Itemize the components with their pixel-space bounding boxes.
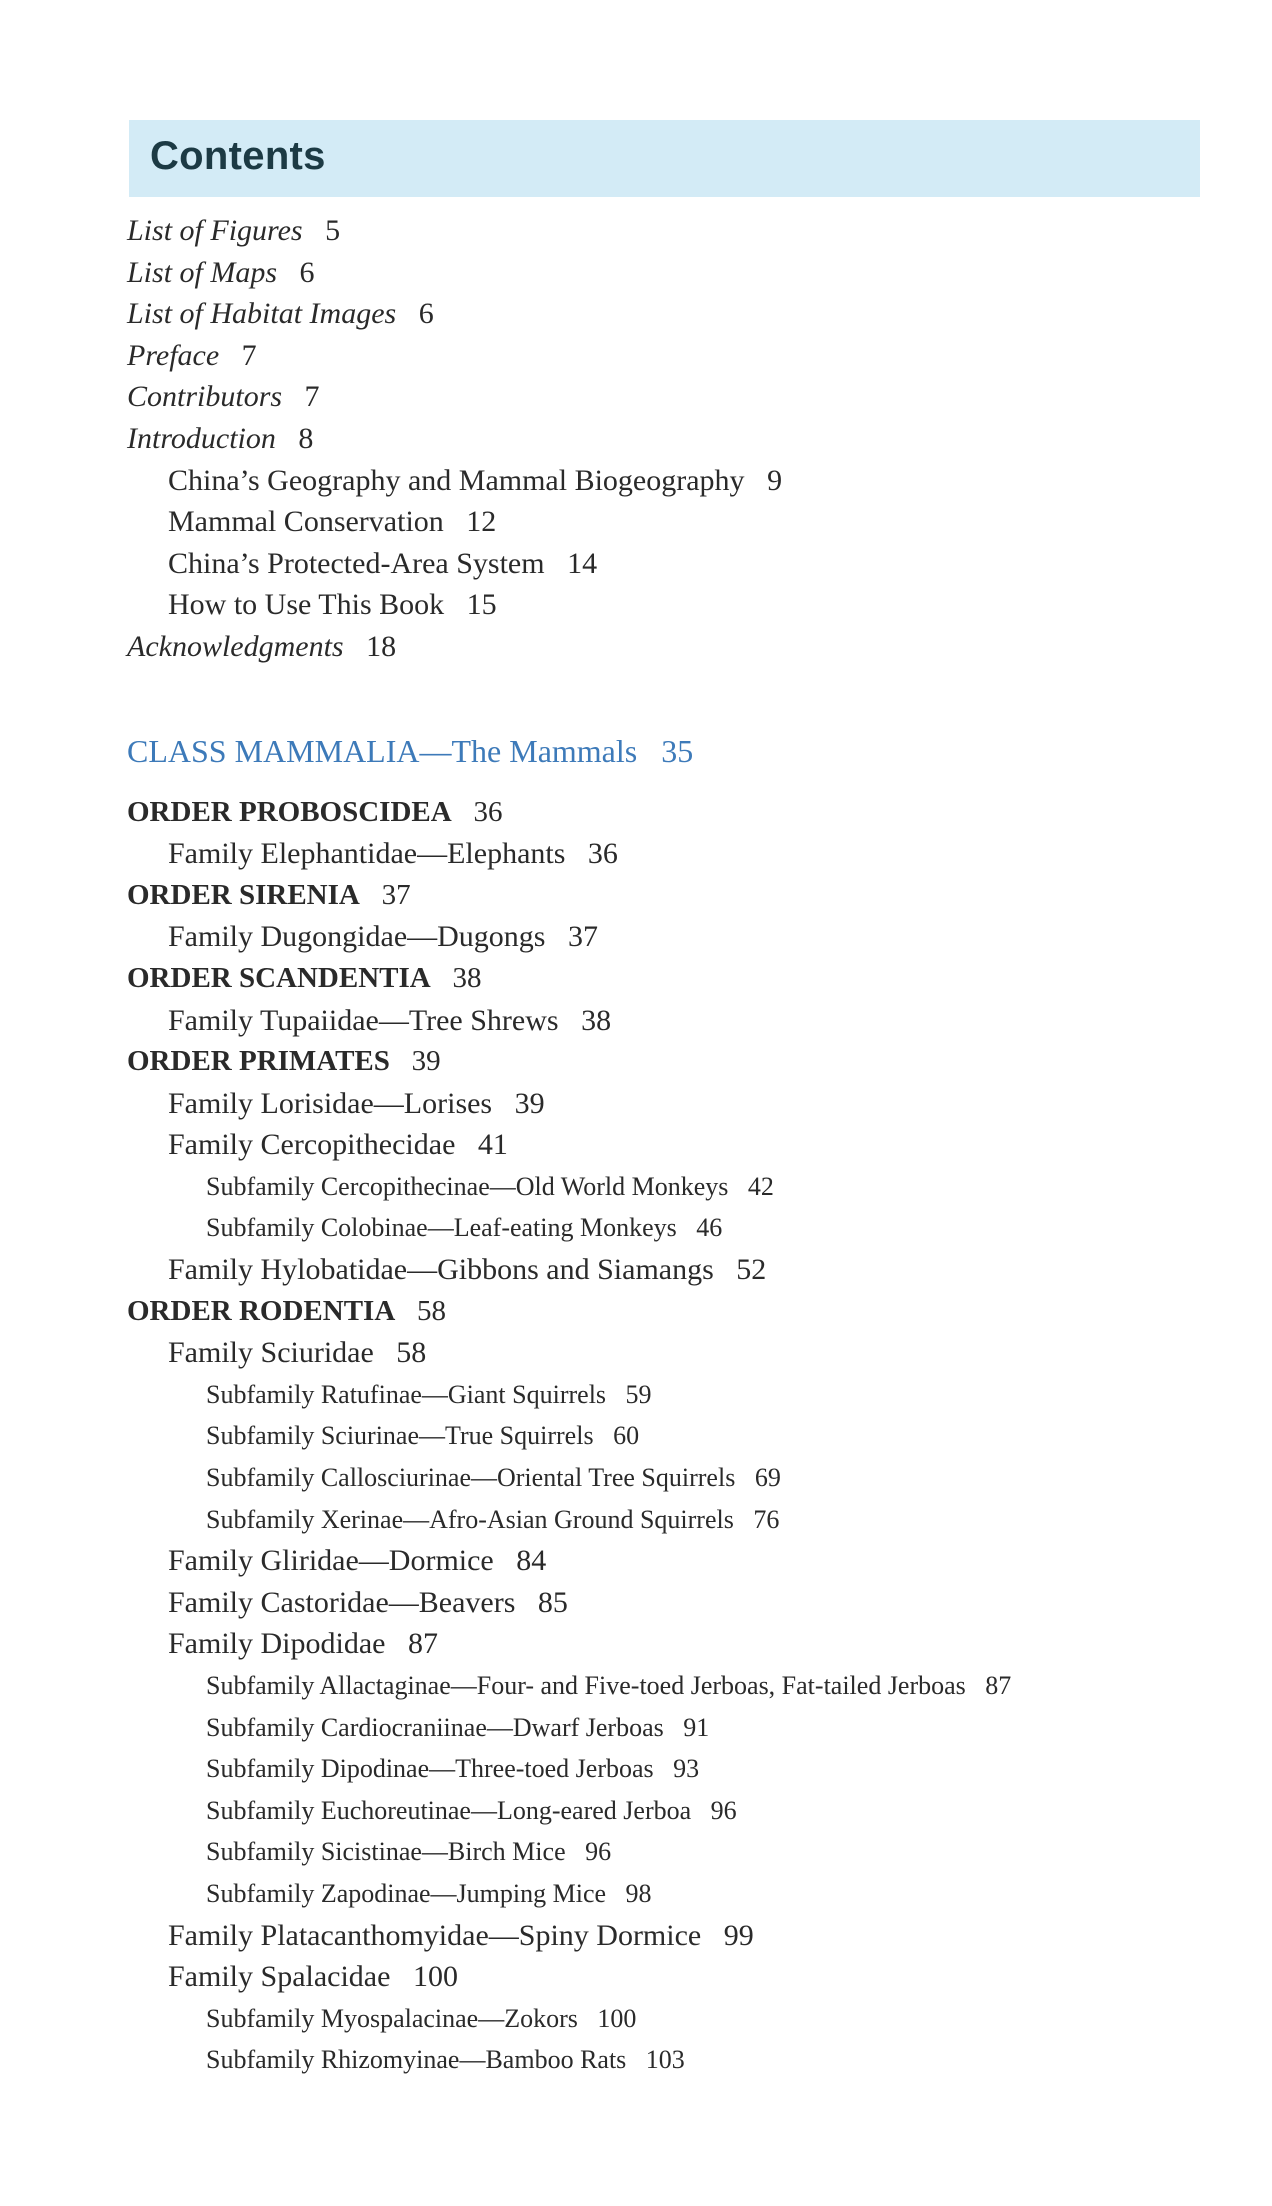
entry-label: Family Elephantidae—Elephants <box>168 837 566 871</box>
entry-label: ORDER RODENTIA <box>127 1294 396 1327</box>
page-number: 59 <box>625 1379 652 1409</box>
toc-entry[interactable] <box>0 252 1272 294</box>
entry-label: Introduction <box>127 421 276 455</box>
entry-label: Contributors <box>127 380 283 414</box>
page-number: 38 <box>452 961 482 994</box>
toc-entry[interactable] <box>0 1956 1272 1998</box>
table-of-contents <box>0 210 1272 2081</box>
page-number: 6 <box>299 255 315 289</box>
entry-label: Family Cercopithecidae <box>168 1128 456 1162</box>
page-number: 60 <box>613 1421 640 1451</box>
entry-label: ORDER PRIMATES <box>127 1045 390 1078</box>
toc-entry[interactable] <box>0 1665 1272 1707</box>
order-entry[interactable] <box>0 1291 1272 1333</box>
page-number: 84 <box>516 1544 547 1578</box>
entry-label: Subfamily Cercopithecinae—Old World Monkeys <box>206 1171 729 1201</box>
toc-entry[interactable] <box>0 1332 1272 1374</box>
toc-entry[interactable] <box>0 916 1272 958</box>
entry-label: CLASS MAMMALIA—The Mammals <box>127 732 638 769</box>
toc-entry[interactable] <box>0 293 1272 335</box>
page-number: 7 <box>241 338 257 372</box>
page-number: 87 <box>407 1627 438 1661</box>
toc-entry[interactable] <box>0 1623 1272 1665</box>
entry-label: Subfamily Rhizomyinae—Bamboo Rats <box>206 2045 627 2075</box>
page-number: 8 <box>298 421 314 455</box>
page-number: 100 <box>412 1960 458 1994</box>
entry-label: Family Spalacidae <box>168 1960 391 1994</box>
entry-label: Subfamily Xerinae—Afro-Asian Ground Squirrels <box>206 1504 734 1534</box>
page-number: 18 <box>366 629 397 663</box>
page-number: 6 <box>418 297 434 331</box>
entry-label: ORDER PROBOSCIDEA <box>127 795 452 828</box>
order-entry[interactable] <box>0 875 1272 917</box>
page-number: 12 <box>466 505 497 539</box>
toc-entry[interactable] <box>0 1166 1272 1208</box>
entry-label: Family Castoridae—Beavers <box>168 1585 516 1619</box>
order-entry[interactable] <box>0 792 1272 834</box>
page-number: 87 <box>985 1671 1012 1700</box>
entry-label: Subfamily Sicistinae—Birch Mice <box>206 1837 566 1867</box>
page-number: 103 <box>645 2045 685 2075</box>
page-number: 42 <box>747 1171 774 1201</box>
toc-entry[interactable] <box>0 1415 1272 1457</box>
entry-label: Subfamily Ratufinae—Giant Squirrels <box>206 1379 607 1409</box>
contents-banner <box>129 120 1200 197</box>
toc-entry[interactable] <box>0 501 1272 543</box>
toc-entry[interactable] <box>0 1831 1272 1873</box>
toc-entry[interactable] <box>0 335 1272 377</box>
toc-entry[interactable] <box>0 1083 1272 1125</box>
entry-label: Family Platacanthomyidae—Spiny Dormice <box>168 1918 702 1952</box>
page-number: 5 <box>325 214 341 247</box>
order-entry[interactable] <box>0 1041 1272 1083</box>
page-number: 39 <box>514 1086 545 1120</box>
page-number: 58 <box>417 1294 447 1327</box>
page-number: 38 <box>581 1003 612 1037</box>
toc-entry[interactable] <box>0 1374 1272 1416</box>
entry-label: Acknowledgments <box>127 629 344 663</box>
page-number: 96 <box>710 1795 737 1825</box>
toc-entry[interactable] <box>0 833 1272 875</box>
page-number: 41 <box>477 1128 508 1162</box>
page-number: 85 <box>537 1585 568 1619</box>
toc-entry[interactable] <box>0 376 1272 418</box>
page-number: 58 <box>396 1336 427 1370</box>
entry-label: Family Lorisidae—Lorises <box>168 1086 493 1120</box>
order-entry[interactable] <box>0 958 1272 1000</box>
toc-entry[interactable] <box>0 1499 1272 1541</box>
page-number: 96 <box>585 1837 612 1867</box>
toc-entry[interactable] <box>0 626 1272 668</box>
entry-label: Subfamily Cardiocraniinae—Dwarf Jerboas <box>206 1712 664 1742</box>
toc-entry[interactable] <box>0 418 1272 460</box>
page-number: 76 <box>753 1504 780 1534</box>
entry-label: Subfamily Sciurinae—True Squirrels <box>206 1421 594 1451</box>
entry-label: Family Sciuridae <box>168 1336 374 1370</box>
entry-label: ORDER SCANDENTIA <box>127 961 431 994</box>
entry-label: Subfamily Callosciurinae—Oriental Tree Squirrels <box>206 1463 736 1493</box>
toc-entry[interactable] <box>0 1873 1272 1915</box>
toc-entry[interactable] <box>0 1540 1272 1582</box>
entry-label: Subfamily Colobinae—Leaf-eating Monkeys <box>206 1213 677 1243</box>
page-number: 9 <box>767 463 783 497</box>
toc-entry[interactable] <box>0 1249 1272 1291</box>
entry-label: Subfamily Zapodinae—Jumping Mice <box>206 1878 607 1908</box>
page-number: 39 <box>411 1045 441 1078</box>
page-number: 14 <box>567 546 598 580</box>
toc-entry[interactable] <box>0 1207 1272 1249</box>
page-number: 15 <box>466 588 497 622</box>
entry-label: List of Maps <box>127 255 278 289</box>
entry-label: Subfamily Dipodinae—Three-toed Jerboas <box>206 1754 654 1784</box>
entry-label: Preface <box>127 338 220 372</box>
entry-label: Family Gliridae—Dormice <box>168 1544 494 1578</box>
entry-label: Family Dipodidae <box>168 1627 386 1661</box>
page-number: 46 <box>696 1213 723 1243</box>
entry-label: Subfamily Allactaginae—Four- and Five-toed Jerboas, Fat-tailed Jerboas <box>206 1671 966 1700</box>
toc-entry[interactable] <box>0 1748 1272 1790</box>
page-number: 37 <box>567 920 598 954</box>
page-number: 36 <box>473 795 503 828</box>
toc-entry[interactable] <box>0 2039 1272 2081</box>
entry-label: China’s Geography and Mammal Biogeography <box>168 463 745 497</box>
entry-label: List of Habitat Images <box>127 297 397 331</box>
entry-label: Family Tupaiidae—Tree Shrews <box>168 1003 559 1037</box>
page-number: 7 <box>304 380 320 414</box>
page-number: 69 <box>754 1463 781 1493</box>
toc-entry[interactable] <box>0 1124 1272 1166</box>
toc-entry[interactable] <box>0 584 1272 626</box>
page-number: 99 <box>723 1918 754 1952</box>
toc-entry[interactable] <box>0 1000 1272 1042</box>
page-title: Contents <box>150 134 326 178</box>
toc-entry[interactable] <box>0 1915 1272 1957</box>
entry-label: China’s Protected-Area System <box>168 546 545 580</box>
class-heading[interactable] <box>0 730 1272 772</box>
toc-entry[interactable] <box>0 1790 1272 1832</box>
toc-entry[interactable] <box>0 460 1272 502</box>
toc-entry[interactable] <box>0 1707 1272 1749</box>
entry-label: How to Use This Book <box>168 588 445 622</box>
entry-label: Mammal Conservation <box>168 505 444 539</box>
page-number: 37 <box>381 878 411 911</box>
toc-entry[interactable] <box>0 1998 1272 2040</box>
page-number: 98 <box>625 1878 652 1908</box>
entry-label: ORDER SIRENIA <box>127 878 360 911</box>
entry-label: List of Figures <box>127 214 303 247</box>
entry-label: Family Dugongidae—Dugongs <box>168 920 546 954</box>
toc-entry[interactable] <box>0 1582 1272 1624</box>
entry-label: Subfamily Euchoreutinae—Long-eared Jerboa <box>206 1795 692 1825</box>
page-number: 91 <box>683 1712 710 1742</box>
page-number: 100 <box>597 2003 637 2033</box>
entry-label: Family Hylobatidae—Gibbons and Siamangs <box>168 1253 714 1287</box>
page-number: 36 <box>587 837 618 871</box>
toc-entry[interactable] <box>0 543 1272 585</box>
page-number: 93 <box>673 1754 700 1784</box>
toc-entry[interactable] <box>0 1457 1272 1499</box>
entry-label: Subfamily Myospalacinae—Zokors <box>206 2003 578 2033</box>
toc-entry[interactable] <box>0 210 1272 252</box>
page-number: 52 <box>736 1253 767 1287</box>
page-number: 35 <box>661 732 694 769</box>
